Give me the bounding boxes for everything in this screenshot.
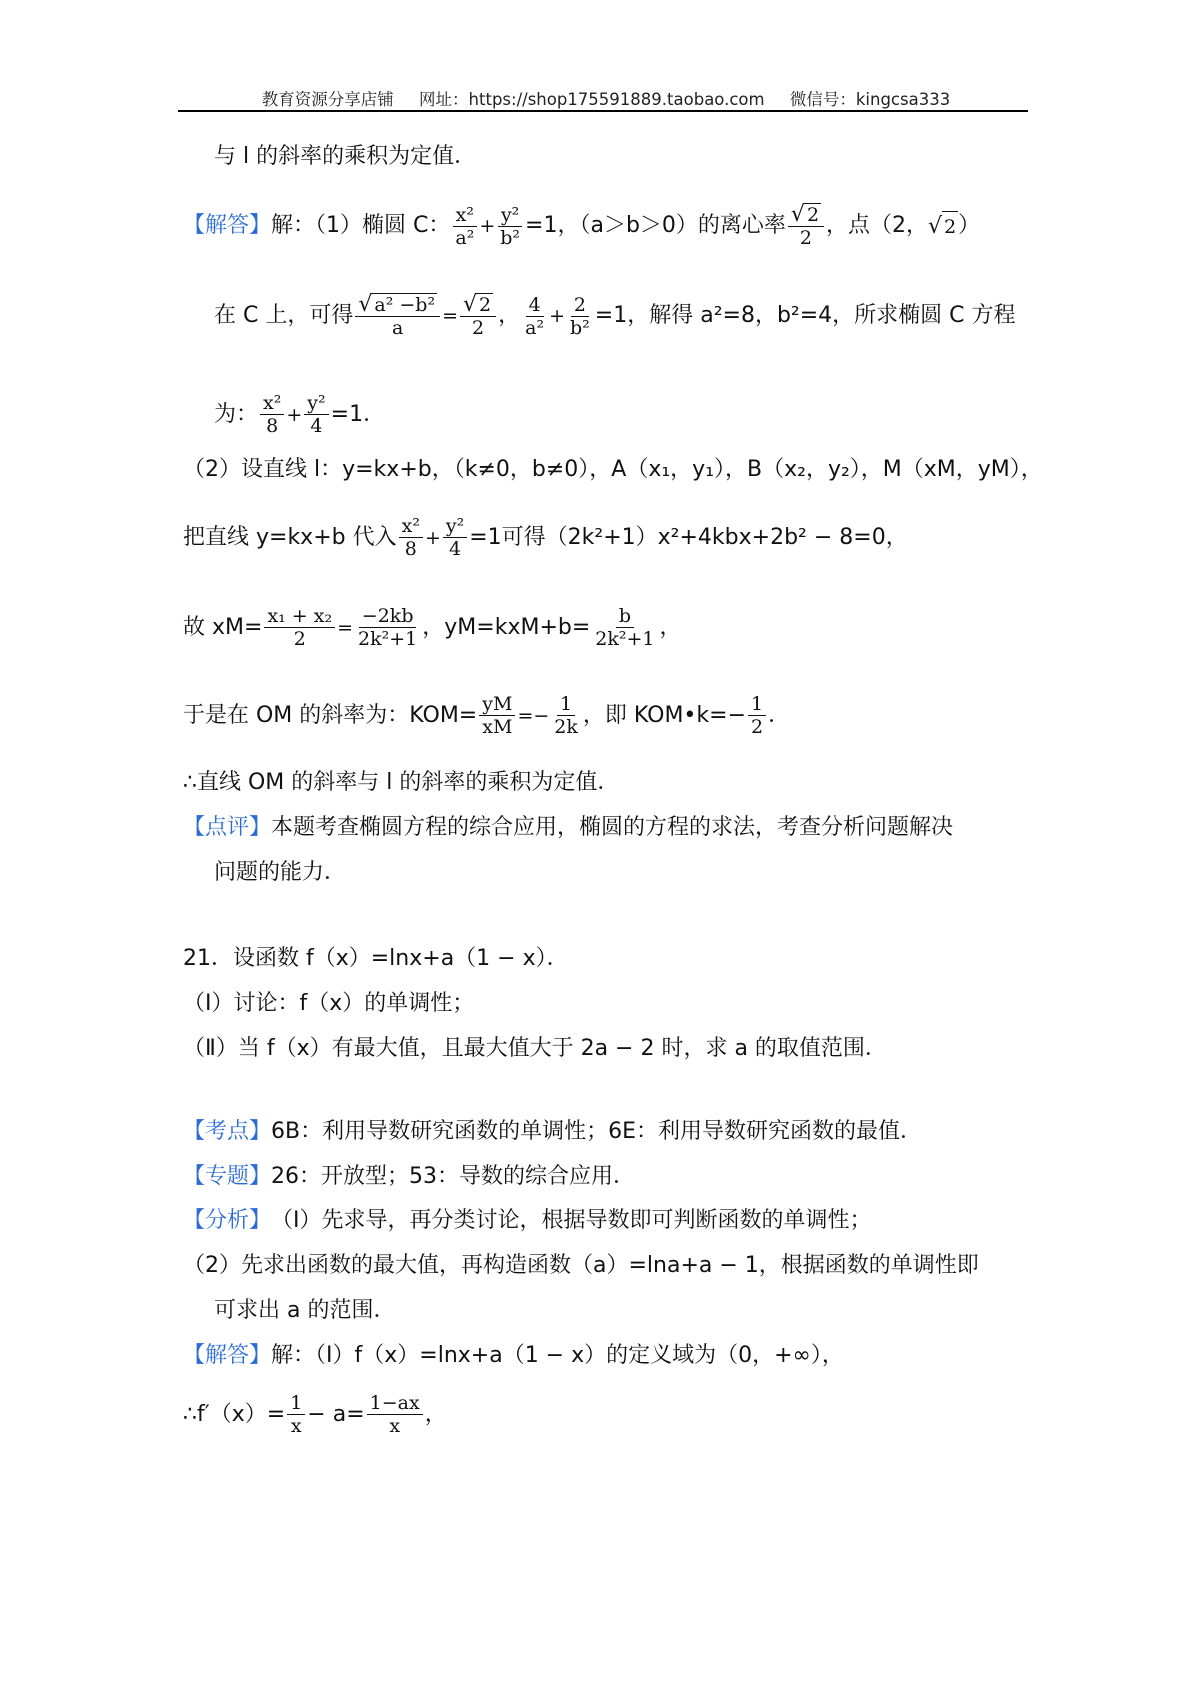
fraction: $\frac{\text{x²}}{8}$ [399,515,423,560]
page-header [183,86,1029,110]
solution-1-line-2: 在 C 上，可得 √ a² −b² a = √ 2 2 ， $\frac{4}{\text{a²}}$ + $\frac{2}{\text{b²}}$ =1，解得 a²=8，b²=4，所求椭圆 C 方程 [214,292,1016,339]
zhuanti-tag: 【专题】 [183,1164,272,1189]
fraction: $\frac{1}{x}$ [287,1392,305,1437]
fenxi-line-3: 可求出 a 的范围． [214,1298,396,1323]
fraction: √ 2 2 [788,203,824,249]
fraction: $\frac{yM}{xM}$ [479,693,515,738]
fraction: $\frac{-2kb}{\text{2k²+1}}$ [358,605,418,650]
conclusion-line-1: 与 l 的斜率的乘积为定值． [214,144,477,169]
line-setup: （2）设直线 l：y=kx+b，（k≠0，b≠0），A（x₁，y₁），B（x₂，y₂），M（xM，yM）， [183,457,1043,482]
solution-2-tag: 【解答】 [183,1343,272,1368]
kaodian-line: 【考点】 6B：利用导数研究函数的单调性；6E：利用导数研究函数的最值． [183,1117,922,1147]
substitution-line: 把直线 y=kx+b 代入 $\frac{\text{x²}}{8}$ + $\frac{\text{y²}}{4}$ =1可得（2k²+1）x²+4kbx+2b² − 8=0， [183,515,908,560]
fraction: $\frac{\text{y²}}{\text{b²}}$ [497,204,523,249]
conclusion-line-2: ∴直线 OM 的斜率与 l 的斜率的乘积为定值． [183,770,620,795]
header-wechat: 微信号：kingcsa333 [789,90,951,109]
fraction: $\frac{1}{2}$ [748,693,766,738]
review-tag: 【点评】 [183,815,272,840]
fraction: $\frac{\text{x²}}{8}$ [260,392,284,437]
fraction: $\frac{\text{y²}}{4}$ [443,515,467,560]
kaodian-tag: 【考点】 [183,1119,272,1144]
fenxi-line-2: （2）先求出函数的最大值，再构造函数（a）=lna+a − 1，根据函数的单调性即 [183,1253,979,1278]
fraction: $\frac{b}{\text{2k²+1}}$ [595,605,655,650]
fenxi-line: 【分析】 （Ⅰ）先求导，再分类讨论，根据导数即可判断函数的单调性； [183,1206,872,1236]
header-url: 网址：https://shop175591889.taobao.com [419,90,765,109]
fenxi-tag: 【分析】 [183,1208,272,1233]
solution-1-line: 【解答】 解：（1）椭圆 C： $\frac{\text{x²}}{\text{a²}}$ + $\frac{\text{y²}}{\text{b²}}$ =1，（a＞b＞0）的离心率 √ 2 2 ，点（2， √ 2 ） [183,202,981,249]
solution-2-line: 【解答】 解：（Ⅰ）f（x）=lnx+a（1 − x）的定义域为（0，+∞）， [183,1341,844,1371]
fraction: $\frac{4}{\text{a²}}$ [525,293,545,339]
fraction: $\frac{2}{\text{b²}}$ [570,293,590,339]
fraction: $\frac{1}{2k}$ [554,693,578,738]
zhuanti-line: 【专题】 26：开放型；53：导数的综合应用． [183,1162,635,1192]
fraction: $\frac{1-ax}{x}$ [367,1392,423,1437]
fraction: $\frac{\text{x²}}{\text{a²}}$ [452,204,477,249]
ellipse-equation-line: 为： $\frac{\text{x²}}{8}$ + $\frac{\text{y²}}{4}$ =1． [214,392,386,437]
fraction: $\frac{\text{x₁ + x₂}}{2}$ [264,605,335,650]
question-21-part-2: （Ⅱ）当 f（x）有最大值，且最大值大于 2a − 2 时，求 a 的取值范围． [183,1036,887,1061]
review-line: 【点评】 本题考查椭圆方程的综合应用，椭圆的方程的求法，考查分析问题解决 [183,813,953,843]
fraction: √ 2 2 [460,293,496,339]
header-shop: 教育资源分享店铺 [261,90,394,109]
derivative-line: ∴f′（x）= $\frac{1}{x}$ − a= $\frac{1-ax}{x}$ ， [183,1392,447,1437]
slope-line: 于是在 OM 的斜率为：KOM= $\frac{yM}{xM}$ =− $\frac{1}{2k}$ ，即 KOM•k=− $\frac{1}{2}$ ． [183,693,791,738]
header-rule [178,110,1028,112]
solution-tag: 【解答】 [183,213,272,238]
review-line-2: 问题的能力． [214,860,347,885]
sqrt: √ 2 [928,211,958,242]
fraction: √ a² −b² a [355,293,440,339]
fraction: $\frac{\text{y²}}{4}$ [304,392,328,437]
question-21-part-1: （Ⅰ）讨论：f（x）的单调性； [183,991,475,1016]
midpoint-line: 故 xM= $\frac{\text{x₁ + x₂}}{2}$ = $\frac{-2kb}{\text{2k²+1}}$ ，yM=kxM+b= $\frac{b}{\text{2k²+1}}$ ， [183,605,682,650]
question-21-stem: 21．设函数 f（x）=lnx+a（1 − x）． [183,946,569,971]
